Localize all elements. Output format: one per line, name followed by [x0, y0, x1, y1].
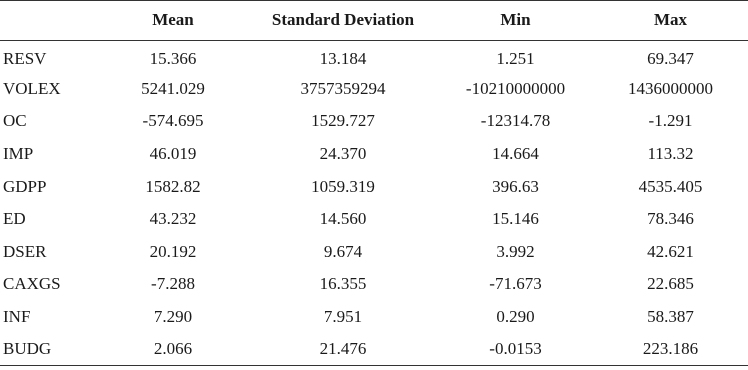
- cell-mean: 46.019: [149, 144, 197, 164]
- cell-variable: ED: [3, 209, 26, 229]
- header-row: [0, 0, 748, 40]
- cell-mean: 1582.82: [145, 176, 201, 196]
- cell-variable: DSER: [3, 241, 47, 261]
- table-row: [0, 333, 748, 366]
- cell-min: -10210000000: [465, 78, 566, 98]
- header-variable: [0, 0, 98, 40]
- cell-std: 21.476: [248, 333, 438, 366]
- cell-variable: VOLEX: [3, 78, 61, 98]
- cell-min: 3.992: [496, 241, 535, 261]
- cell-variable: CAXGS: [3, 274, 61, 294]
- cell-max: 113.32: [647, 144, 694, 164]
- header-max: Max: [593, 0, 748, 40]
- table-row: [0, 73, 748, 106]
- table-row: [0, 138, 748, 171]
- cell-variable: IMP: [3, 144, 34, 164]
- cell-std: 1529.727: [311, 111, 375, 131]
- cell-min: 396.63: [492, 176, 539, 196]
- cell-max: 78.346: [647, 209, 694, 229]
- cell-min: -12314.78: [480, 111, 551, 131]
- cell-min: 15.146: [492, 209, 539, 229]
- cell-min: -0.0153: [438, 333, 593, 366]
- table-row: [0, 170, 748, 203]
- table-row: [0, 105, 748, 138]
- cell-min: 0.290: [496, 307, 535, 327]
- cell-mean: 2.066: [98, 333, 248, 366]
- cell-mean: -7.288: [151, 274, 195, 294]
- cell-max: 42.621: [647, 241, 694, 261]
- header-min: Min: [438, 0, 593, 40]
- cell-mean: -574.695: [142, 111, 204, 131]
- header-mean: Mean: [98, 0, 248, 40]
- cell-variable: INF: [3, 307, 31, 327]
- cell-min: -71.673: [489, 274, 542, 294]
- table-row: [0, 301, 748, 334]
- table-row: [0, 40, 748, 73]
- table-top-rule: [0, 0, 748, 1]
- cell-max: 22.685: [647, 274, 694, 294]
- cell-max: 1436000000: [628, 78, 713, 98]
- cell-std: 9.674: [323, 241, 363, 261]
- table-body: [0, 40, 748, 366]
- header-standard-deviation: Standard Deviation: [248, 0, 438, 40]
- cell-max: 58.387: [647, 307, 694, 327]
- table-row: [0, 236, 748, 269]
- cell-std: 7.951: [323, 307, 363, 327]
- cell-max: -1.291: [648, 111, 693, 131]
- cell-std: 1059.319: [311, 176, 375, 196]
- cell-mean: 43.232: [149, 209, 197, 229]
- cell-mean: 5241.029: [141, 78, 205, 98]
- cell-std: 24.370: [319, 144, 367, 164]
- cell-std: 3757359294: [300, 78, 386, 98]
- table-row: [0, 203, 748, 236]
- cell-std: 13.184: [319, 48, 367, 68]
- cell-mean: 7.290: [153, 307, 193, 327]
- cell-std: 14.560: [319, 209, 367, 229]
- cell-variable: RESV: [3, 48, 47, 68]
- cell-mean: 20.192: [149, 241, 197, 261]
- cell-min: 14.664: [492, 144, 539, 164]
- table-row: [0, 268, 748, 301]
- cell-max: 223.186: [593, 333, 748, 366]
- cell-min: 1.251: [496, 48, 535, 68]
- cell-variable: BUDG: [0, 333, 98, 366]
- cell-std: 16.355: [319, 274, 367, 294]
- cell-max: 4535.405: [638, 176, 703, 196]
- table-header: [0, 0, 748, 40]
- cell-mean: 15.366: [149, 48, 197, 68]
- cell-max: 69.347: [647, 48, 694, 68]
- cell-variable: GDPP: [3, 176, 47, 196]
- cell-variable: OC: [3, 111, 27, 131]
